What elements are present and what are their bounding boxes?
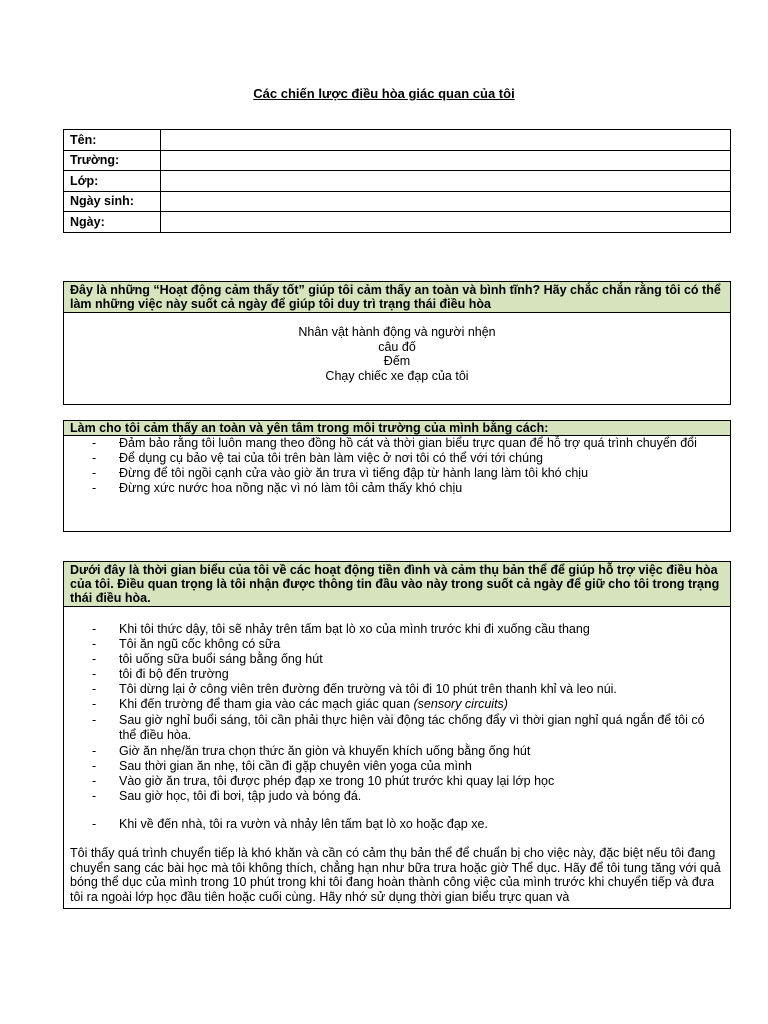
list-item: - Đừng để tôi ngồi cạnh cửa vào giờ ăn trưa vì tiếng đập từ hành lang làm tôi khó chịu [64, 466, 730, 481]
feel-good-activities-box [63, 281, 731, 405]
transition-paragraph: Tôi thấy quá trình chuyển tiếp là khó khăn và cần có cảm thụ bản thể để chuẩn bị cho việc này, đặc biệt nếu tôi đang chuyển sang các bài học mà tôi không thích, chẳng hạn như bữa trưa hoặc giờ Thể dục. Hãy để tôi tung tăng với quả bóng thể dục của mình trong 10 phút trong khi tôi đang hoàn thành công việc của mình trước khi chuyển tiếp và đưa tôi ra ngoài lớp học đầu tiên hoặc cuối cùng. Hãy nhớ sử dụng thời gian biểu trực quan và [70, 846, 721, 904]
list-item [64, 697, 730, 712]
list-item: - tôi uống sữa buổi sáng bằng ống hút [64, 652, 730, 667]
list-item: - Sau giờ học, tôi đi bơi, tập judo và bóng đá. [64, 789, 730, 804]
environment-list [64, 436, 730, 496]
list-item: - Khi về đến nhà, tôi ra vườn và nhảy lên tấm bạt lò xo hoặc đạp xe. [64, 817, 730, 832]
section-header: Làm cho tôi cảm thấy an toàn và yên tâm trong môi trường của mình bằng cách: [64, 421, 730, 436]
activity-item: Chạy chiếc xe đạp của tôi [325, 368, 469, 383]
list-item: - Sau giờ nghỉ buổi sáng, tôi cần phải thực hiện vài động tác chống đẩy vì thời gian nghỉ quá ngắn để tôi có thể điều hòa. [64, 713, 730, 743]
info-value-field[interactable] [161, 191, 731, 212]
activity-item: Đếm [383, 354, 411, 368]
document-title: Các chiến lược điều hòa giác quan của tôi [253, 86, 515, 101]
student-info-table [63, 129, 731, 233]
schedule-list [64, 622, 730, 832]
list-item: - Tôi dừng lại ở công viên trên đường đến trường và tôi đi 10 phút trên thanh khỉ và leo núi. [64, 682, 730, 697]
list-item: - tôi đi bộ đến trường [64, 667, 730, 682]
info-row-date [64, 212, 731, 233]
info-row-school [64, 150, 731, 171]
list-item: - Sau thời gian ăn nhẹ, tôi cần đi gặp chuyên viên yoga của mình [64, 759, 730, 774]
info-row-class [64, 171, 731, 192]
activities-list [64, 313, 730, 383]
list-item-text: Khi đến trường để tham gia vào các mạch giác quan [119, 697, 414, 711]
list-item: - Vào giờ ăn trưa, tôi được phép đạp xe trong 10 phút trước khi quay lại lớp học [64, 774, 730, 789]
list-item: - Để dụng cụ bảo vệ tai của tôi trên bàn làm việc ở nơi tôi có thể với tới chúng [64, 451, 730, 466]
list-item: - Đảm bảo rằng tôi luôn mang theo đồng hồ cát và thời gian biểu trực quan để hỗ trợ quá trình chuyển đổi [64, 436, 730, 451]
list-item: - Tôi ăn ngũ cốc không có sữa [64, 637, 730, 652]
info-label: Ngày: [64, 212, 161, 233]
list-item: - Đừng xức nước hoa nồng nặc vì nó làm tôi cảm thấy khó chịu [64, 481, 730, 496]
info-row-name [64, 130, 731, 151]
list-item-italic: (sensory circuits) [413, 697, 508, 711]
list-item: - Khi tôi thức dậy, tôi sẽ nhảy trên tấm bạt lò xo của mình trước khi đi xuống cầu thang [64, 622, 730, 637]
activity-item: câu đố [378, 339, 416, 354]
info-value-field[interactable] [161, 212, 731, 233]
info-label: Trường: [64, 150, 161, 171]
list-item: - Giờ ăn nhẹ/ăn trưa chọn thức ăn giòn và khuyến khích uống bằng ống hút [64, 744, 730, 759]
info-value-field[interactable] [161, 150, 731, 171]
section-header: Dưới đây là thời gian biểu của tôi về các hoạt động tiền đình và cảm thụ bản thể để giúp hỗ trợ việc điều hòa của tôi. Điều quan trọng là tôi nhận được thông tin đầu vào này trong suốt cả ngày để giữ cho tôi trong trạng thái điều hòa. [64, 562, 730, 607]
info-label: Ngày sinh: [64, 191, 161, 212]
safe-environment-box [63, 420, 731, 532]
info-value-field[interactable] [161, 130, 731, 151]
info-value-field[interactable] [161, 171, 731, 192]
activity-item: Nhân vật hành động và người nhện [298, 325, 496, 339]
section-header: Đây là những “Hoạt động cảm thấy tốt” giúp tôi cảm thấy an toàn và bình tĩnh? Hãy chắc chắn rằng tôi có thể làm những việc này suốt cả ngày để giúp tôi duy trì trạng thái điều hòa [64, 282, 730, 313]
info-label: Tên: [64, 130, 161, 151]
info-label: Lớp: [64, 171, 161, 192]
info-row-birthdate [64, 191, 731, 212]
sensory-schedule-box [63, 561, 731, 909]
